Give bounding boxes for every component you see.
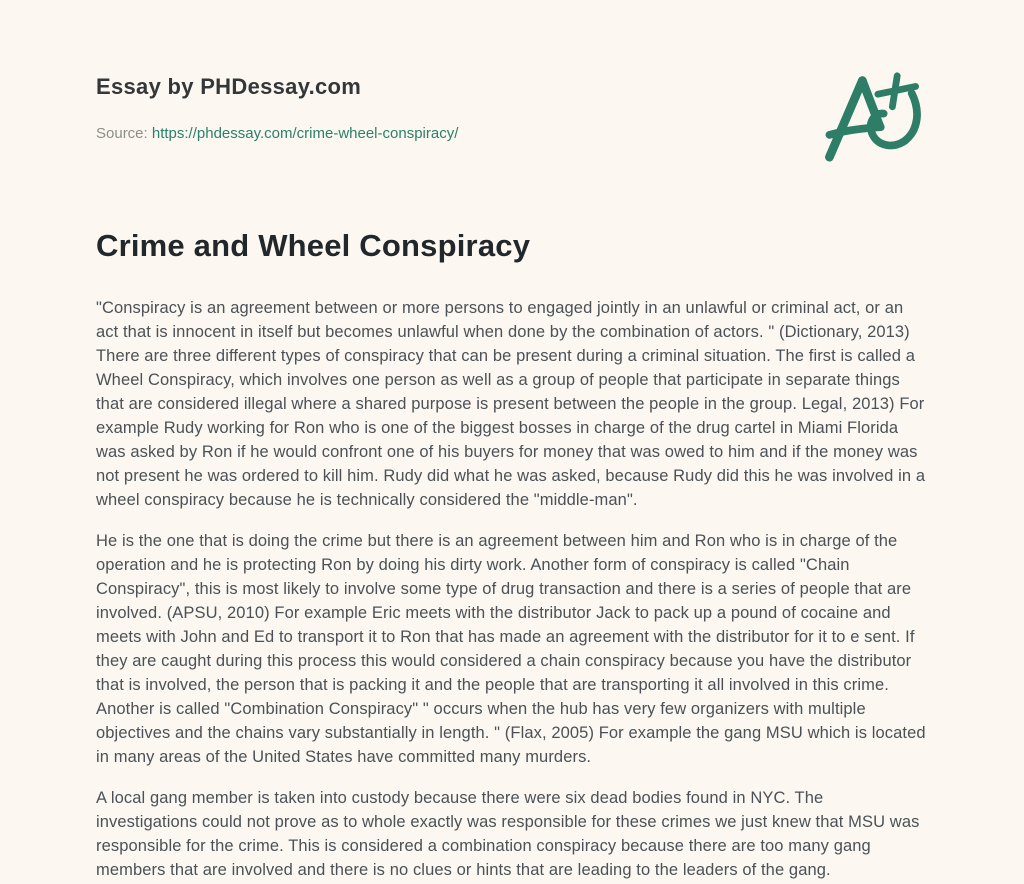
essay-body [96, 296, 928, 882]
a-plus-logo-icon [818, 70, 928, 162]
source-link[interactable]: https://phdessay.com/crime-wheel-conspiracy/ [151, 125, 459, 142]
essay-title: Crime and Wheel Conspiracy [96, 228, 531, 263]
essay-paragraph-3: A local gang member is taken into custody because there were six dead bodies found in NYC. The investigations could not prove as to whole exactly was responsible for these crimes we just knew that MSU was responsible for the crime. This is considered a combination conspiracy because there are too many gang members that are involved and there is no clues or hints that are leading to the leaders of the gang. [96, 789, 920, 879]
essay-paragraph-2: He is the one that is doing the crime but there is an agreement between him and Ron who is in charge of the operation and he is protecting Ron by doing his dirty work. Another form of conspiracy is called "Chain Conspiracy", this is most likely to involve some type of drug transaction and there is a series of people that are involved. (APSU, 2010) For example Eric meets with the distributor Jack to pack up a pound of cocaine and meets with John and Ed to transport it to Ron that has made an agreement with the distributor for it to e sent. If they are caught during this process this would considered a chain conspiracy because you have the distributor that is involved, the person that is packing it and the people that are transporting it all involved in this crime. Another is called "Combination Conspiracy" " occurs when the hub has very few organizers with multiple objectives and the chains vary substantially in length. " (Flax, 2005) For example the gang MSU which is located in many areas of the United States have committed many murders. [96, 532, 926, 766]
essay-byline: Essay by PHDessay.com [96, 74, 362, 99]
essay-paragraph-1: "Conspiracy is an agreement between or more persons to engaged jointly in an unlawful or criminal act, or an act that is innocent in itself but becomes unlawful when done by the combination of actors. " (Dictionary, 2013) There are three different types of conspiracy that can be present during a criminal situation. The first is called a Wheel Conspiracy, which involves one person as well as a group of people that participate in separate things that are considered illegal where a shared purpose is present between the people in the group. Legal, 2013) For example Rudy working for Ron who is one of the biggest bosses in charge of the drug cartel in Miami Florida was asked by Ron if he would confront one of his buyers for money that was owed to him and if the money was not present he was ordered to kill him. Rudy did what he was asked, because Rudy did this he was involved in a wheel conspiracy because he is technically considered the "middle-man". [96, 299, 926, 509]
header-text-block [96, 74, 458, 142]
source-line [96, 125, 458, 142]
source-label: Source: [96, 125, 148, 142]
page-header [96, 0, 928, 162]
